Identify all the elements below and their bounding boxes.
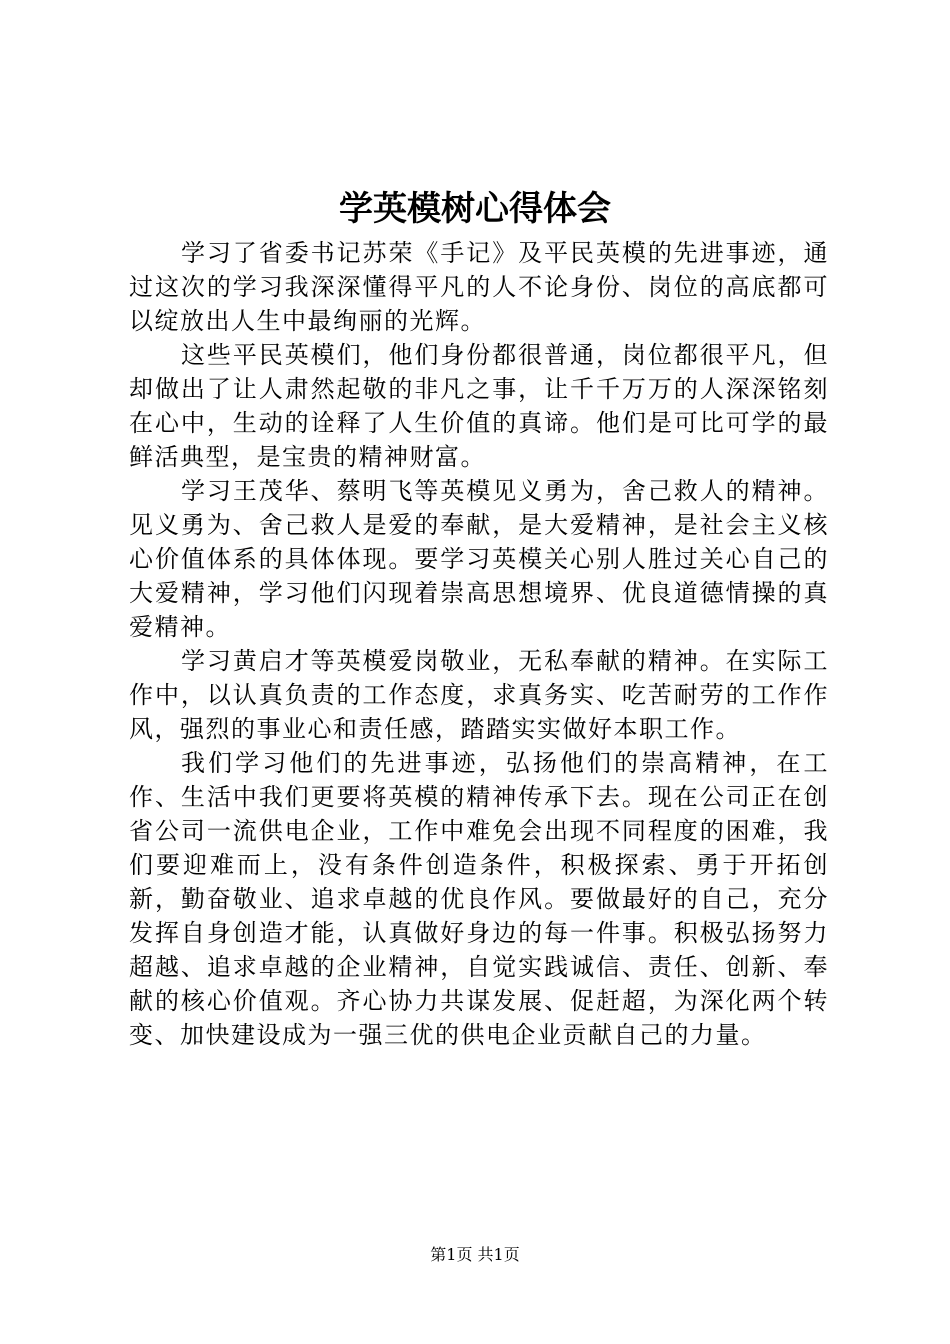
document-title: 学英模树心得体会 xyxy=(339,189,611,229)
paragraph-2: 这些平民英模们，他们身份都很普通，岗位都很平凡，但却做出了让人肃然起敬的非凡之事，让千千万万的人深深铭刻在心中，生动的诠释了人生价值的真谛。他们是可比可学的最鲜活典型，是宝贵的精神财富。 xyxy=(129,341,829,471)
paragraph-3: 学习王茂华、蔡明飞等英模见义勇为，舍己救人的精神。见义勇为、舍己救人是爱的奉献，是大爱精神，是社会主义核心价值体系的具体体现。要学习英模关心别人胜过关心自己的大爱精神，学习他们闪现着崇高思想境界、优良道德情操的真爱精神。 xyxy=(129,477,829,641)
page-footer: 第1页 共1页 xyxy=(430,1245,520,1264)
paragraph-1: 学习了省委书记苏荣《手记》及平民英模的先进事迹，通过这次的学习我深深懂得平凡的人不论身份、岗位的高底都可以绽放出人生中最绚丽的光辉。 xyxy=(129,239,829,335)
paragraph-4: 学习黄启才等英模爱岗敬业，无私奉献的精神。在实际工作中，以认真负责的工作态度，求真务实、吃苦耐劳的工作作风，强烈的事业心和责任感，踏踏实实做好本职工作。 xyxy=(129,647,829,743)
paragraph-5: 我们学习他们的先进事迹，弘扬他们的崇高精神，在工作、生活中我们更要将英模的精神传承下去。现在公司正在创省公司一流供电企业，工作中难免会出现不同程度的困难，我们要迎难而上，没有条件创造条件，积极探索、勇于开拓创新，勤奋敬业、追求卓越的优良作风。要做最好的自己，充分发挥自身创造才能，认真做好身边的每一件事。积极弘扬努力超越、追求卓越的企业精神，自觉实践诚信、责任、创新、奉献的核心价值观。齐心协力共谋发展、促赶超，为深化两个转变、加快建设成为一强三优的供电企业贡献自己的力量。 xyxy=(129,749,829,1049)
document-body xyxy=(129,236,829,1052)
